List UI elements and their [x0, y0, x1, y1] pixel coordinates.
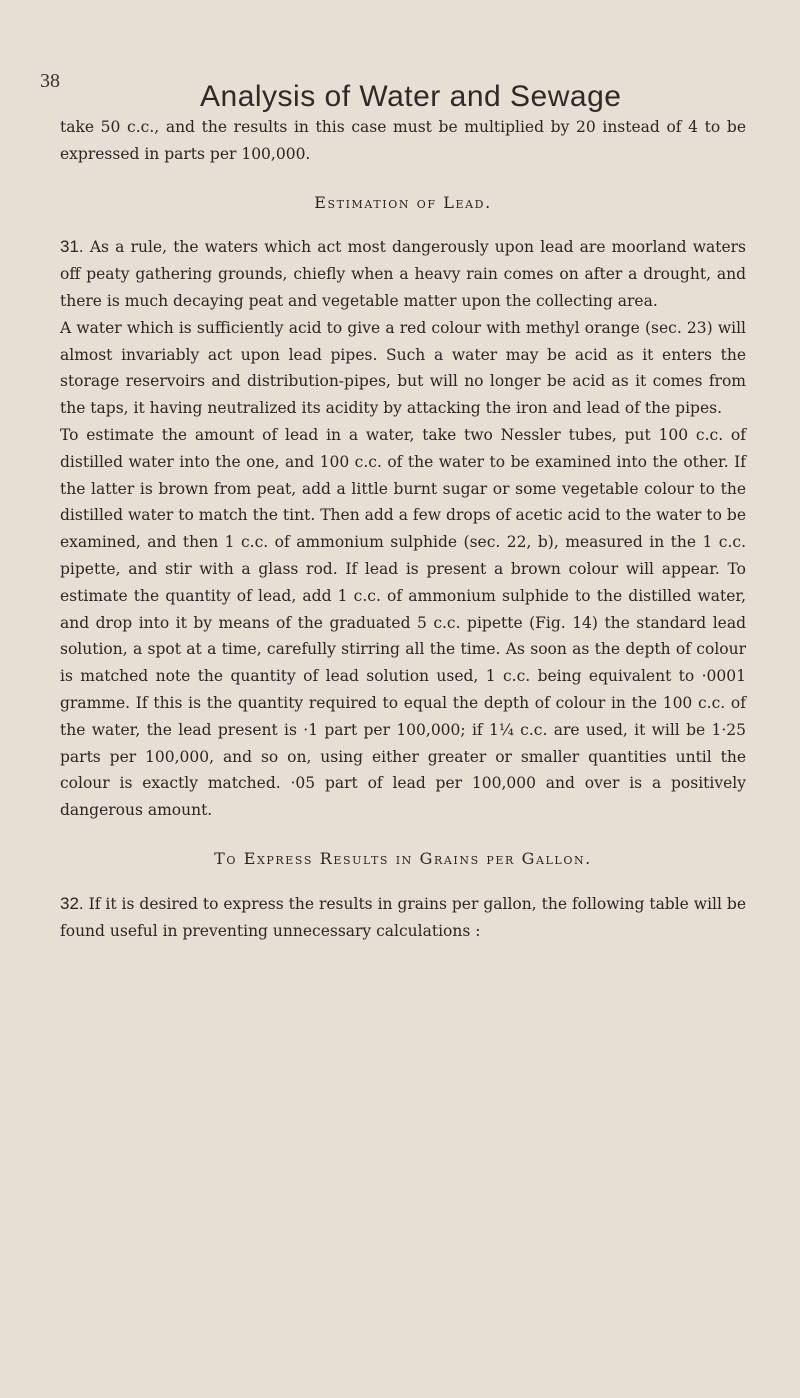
paragraph-number: 32. — [60, 893, 84, 913]
paragraph-32 — [60, 891, 746, 945]
page-body — [60, 114, 746, 944]
paragraph-estimate-lead: To estimate the amount of lead in a water, take two Nessler tubes, put 100 c.c. of distilled water into the one, and 100 c.c. of the water to be examined into the other. If the latter is brown from peat, add a little burnt sugar or some vegetable colour to the distilled water to match the tint. Then add a few drops of acetic acid to the water to be examined, and then 1 c.c. of ammonium sulphide (sec. 22, b), measured in the 1 c.c. pipette, and stir with a glass rod. If lead is present a brown colour will appear. To estimate the quantity of lead, add 1 c.c. of ammonium sulphide to the distilled water, and drop into it by means of the graduated 5 c.c. pipette (Fig. 14) the standard lead solution, a spot at a time, carefully stirring all the time. As soon as the depth of colour is matched note the quantity of lead solution used, 1 c.c. being equivalent to ·0001 gramme. If this is the quantity required to equal the depth of colour in the 100 c.c. of the water, the lead present is ·1 part per 100,000; if 1¼ c.c. are used, it will be 1·25 parts per 100,000, and so on, using either greater or smaller quantities until the colour is exactly matched. ·05 part of lead per 100,000 and over is a positively dangerous amount. — [60, 425, 746, 820]
paragraph-31 — [60, 234, 746, 314]
paragraph-32-text: If it is desired to express the results in grains per gallon, the following table will be found useful in preventing unnecessary calculations : — [60, 894, 746, 940]
paragraph-number: 31. — [60, 237, 84, 257]
section-heading-grains: To Express Results in Grains per Gallon. — [214, 848, 592, 868]
running-title: Analysis of Water and Sewage — [200, 80, 622, 113]
paragraph-31-text: As a rule, the waters which act most dangerously upon lead are moorland waters off peaty gathering grounds, chiefly when a heavy rain comes on after a drought, and there is much decaying peat and vegetable matter upon the collecting area. — [60, 238, 746, 310]
paragraph-acid-water: A water which is sufficiently acid to give a red colour with methyl orange (sec. 23) will almost invariably act upon lead pipes. Such a water may be acid as it enters the storage reservoirs and distribution-pipes, but will no longer be acid as it comes from the taps, it having neutralized its acidity by attacking the iron and lead of the pipes. — [60, 318, 746, 418]
page-number: 38 — [40, 70, 60, 92]
intro-paragraph: take 50 c.c., and the results in this case must be multiplied by 20 instead of 4 to be expressed in parts per 100,000. — [60, 118, 746, 163]
section-heading-lead: Estimation of Lead. — [314, 192, 492, 212]
